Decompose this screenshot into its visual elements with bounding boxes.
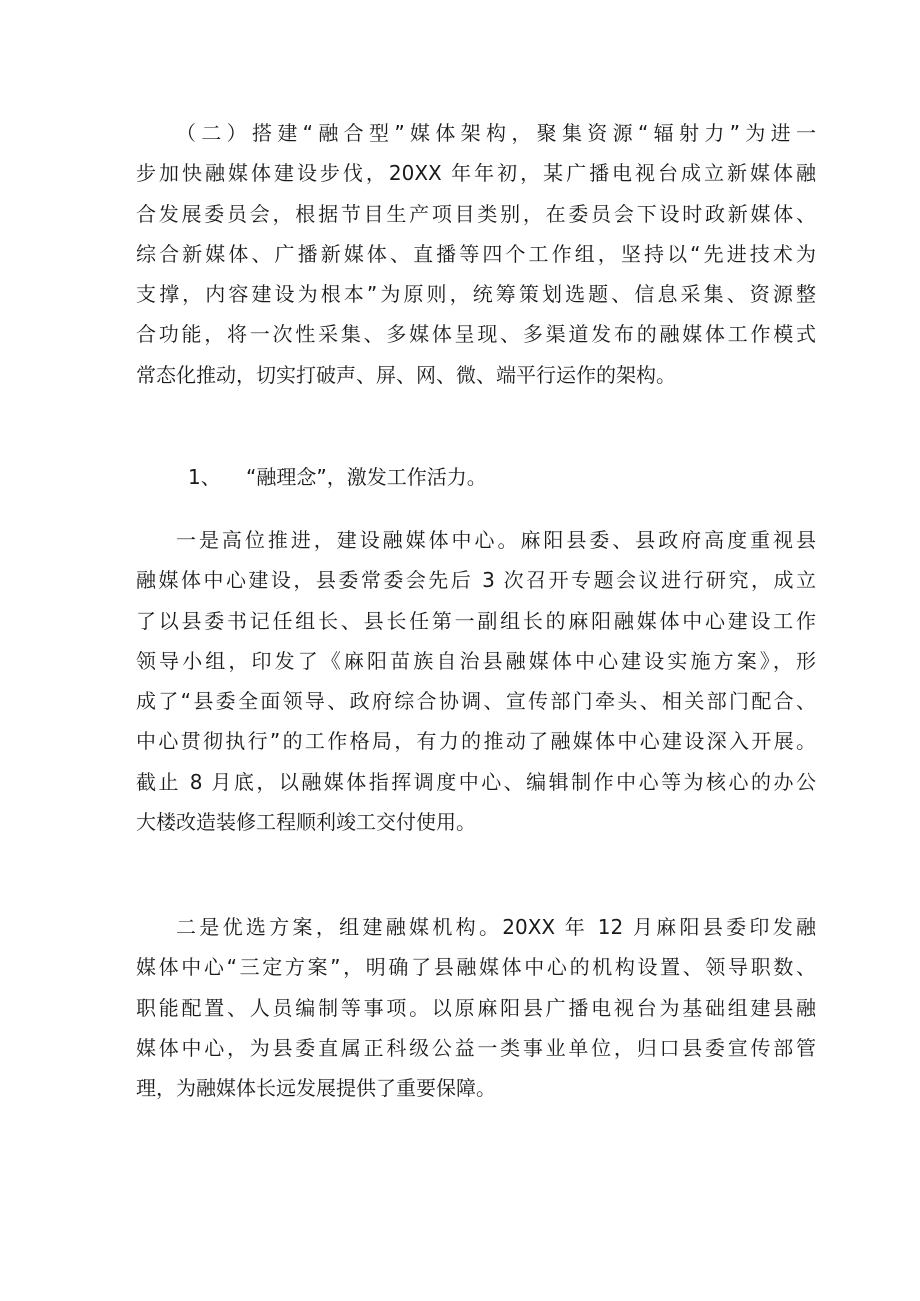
text-line: （二）搭建“融合型”媒体架构，聚集资源“辐射力”为进一 [176, 121, 816, 145]
text-line: 合发展委员会，根据节目生产项目类别，在委员会下设时政新媒体、 [136, 201, 816, 226]
text-line: 常态化推动，切实打破声、屏、网、微、端平行运作的架构。 [136, 362, 676, 387]
text-line: 支撑，内容建设为根本”为原则，统筹策划选题、信息采集、资源整 [136, 282, 816, 307]
text-line: 截止 8 月底，以融媒体指挥调度中心、编辑制作中心等为核心的办公 [136, 769, 816, 794]
text-line: 中心贯彻执行”的工作格局，有力的推动了融媒体中心建设深入开展。 [136, 729, 816, 754]
text-line: 理，为融媒体长远发展提供了重要保障。 [136, 1076, 496, 1101]
text-line: 步加快融媒体建设步伐，20XX 年年初，某广播电视台成立新媒体融 [136, 161, 816, 186]
text-line: 了以县委书记任组长、县长任第一副组长的麻阳融媒体中心建设工作 [136, 608, 816, 633]
heading-number: 1、 [188, 465, 221, 489]
text-line: 一是高位推进，建设融媒体中心。麻阳县委、县政府高度重视县 [176, 528, 816, 552]
text-line: 职能配置、人员编制等事项。以原麻阳县广播电视台为基础组建县融 [136, 995, 816, 1020]
text-line: 融媒体中心建设，县委常委会先后 3 次召开专题会议进行研究，成立 [136, 568, 816, 593]
section-intro-paragraph [136, 113, 816, 395]
text-line: 合功能，将一次性采集、多媒体呈现、多渠道发布的融媒体工作模式 [136, 322, 816, 347]
text-line: 大楼改造装修工程顺利竣工交付使用。 [136, 810, 476, 835]
text-line: 二是优选方案，组建融媒机构。20XX 年 12 月麻阳县委印发融 [176, 915, 816, 939]
text-line: 成了“县委全面领导、政府综合协调、宣传部门牵头、相关部门配合、 [136, 689, 816, 714]
text-line: 综合新媒体、广播新媒体、直播等四个工作组，坚持以“先进技术为 [136, 241, 816, 266]
subsection-heading [188, 457, 487, 497]
text-line: 媒体中心“三定方案”，明确了县融媒体中心的机构设置、领导职数、 [136, 955, 816, 980]
paragraph-high-level-promotion [136, 520, 816, 842]
paragraph-select-plan [136, 907, 816, 1108]
text-line: 媒体中心，为县委直属正科级公益一类事业单位，归口县委宣传部管 [136, 1035, 816, 1060]
text-line: 领导小组，印发了《麻阳苗族自治县融媒体中心建设实施方案》，形 [136, 648, 816, 673]
heading-text: “融理念”，激发工作活力。 [246, 465, 487, 489]
